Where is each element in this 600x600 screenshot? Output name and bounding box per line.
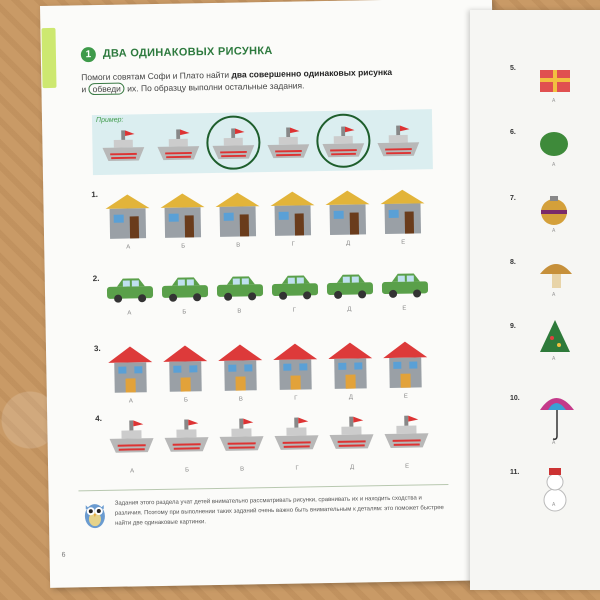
option-letter: Е — [403, 393, 408, 400]
row-number: 2. — [92, 274, 100, 284]
instruction-circled-word: обведи — [88, 83, 124, 96]
mushroom-icon — [540, 264, 572, 288]
left-page — [40, 0, 502, 588]
option-letter: Г — [295, 465, 299, 472]
option-letter: В — [236, 242, 241, 249]
house-icon — [273, 343, 318, 390]
house-icon — [380, 189, 425, 234]
option-letter: А — [128, 398, 133, 405]
option-letter: Б — [183, 397, 188, 404]
car-icon — [327, 274, 373, 299]
row-number: 4. — [95, 413, 102, 424]
item-letter: А — [552, 356, 556, 362]
ship-icon — [219, 418, 264, 451]
item-number: 9. — [510, 323, 516, 330]
leaf-icon — [540, 132, 568, 156]
item-letter: А — [552, 440, 556, 446]
house-icon — [328, 342, 373, 389]
car-icon — [107, 278, 153, 303]
option-letter: Б — [181, 243, 186, 250]
owl-icon — [81, 499, 110, 529]
house-icon — [105, 194, 150, 239]
row-number: 3. — [93, 343, 101, 354]
car-icon — [272, 275, 318, 300]
option-letter: А — [127, 310, 132, 317]
gift-icon — [540, 70, 570, 92]
item-number: 7. — [510, 195, 516, 202]
ship-icon — [274, 417, 319, 450]
exercise-rows — [40, 0, 500, 486]
car-icon — [217, 276, 263, 301]
item-number: 6. — [510, 129, 516, 136]
option-letter: Б — [182, 309, 187, 316]
exercise-instruction: Помоги совятам Софи и Плато найти два совершенно одинаковых рисунка и обведи их. По образцу выполни остальные задания. — [81, 66, 393, 95]
instruction-bold: два совершенно одинаковых рисунка — [231, 66, 393, 80]
option-letter: Е — [405, 463, 410, 470]
house-icon — [270, 191, 315, 236]
house-icon — [215, 192, 260, 237]
house-icon — [163, 345, 208, 392]
option-letter: Б — [185, 467, 190, 474]
option-letter: Г — [292, 307, 297, 314]
house-icon — [325, 190, 370, 235]
house-icon — [160, 193, 205, 238]
right-page-items — [470, 10, 600, 590]
option-letter: Д — [347, 306, 352, 313]
option-letter: Е — [402, 305, 407, 312]
car-icon — [382, 273, 428, 298]
ship-icon — [109, 420, 154, 453]
house-icon — [108, 346, 153, 393]
item-number: 8. — [510, 259, 516, 266]
tree-icon — [540, 320, 570, 352]
option-letter: В — [240, 466, 245, 473]
option-letter: В — [238, 396, 243, 403]
option-letter: Г — [294, 395, 298, 402]
item-letter: А — [552, 162, 556, 168]
ornament-icon — [541, 196, 567, 225]
item-letter: А — [552, 228, 556, 234]
item-number: 11. — [510, 469, 520, 476]
house-icon — [218, 344, 263, 391]
example-label: Пример: — [95, 116, 124, 125]
option-letter: Е — [401, 239, 406, 246]
ship-icon — [384, 415, 429, 448]
option-letter: А — [126, 244, 131, 251]
item-letter: А — [552, 292, 556, 298]
item-letter: А — [552, 502, 556, 508]
ship-icon — [164, 419, 209, 452]
option-letter: Д — [348, 394, 353, 401]
bookmark-tab — [41, 28, 56, 88]
footer-divider — [78, 484, 448, 491]
option-letter: Г — [291, 241, 295, 248]
item-number: 5. — [510, 65, 516, 72]
right-page — [470, 10, 600, 590]
row-number: 1. — [91, 190, 99, 200]
house-icon — [383, 341, 428, 388]
option-letter: А — [130, 468, 135, 475]
car-icon — [162, 277, 208, 302]
item-number: 10. — [510, 395, 520, 402]
item-letter: А — [552, 98, 556, 104]
page-number: 6 — [61, 551, 66, 559]
option-letter: Д — [350, 464, 355, 471]
exercise-title: ДВА ОДИНАКОВЫХ РИСУНКА — [102, 44, 273, 60]
footer-note: Задания этого раздела учат детей внимательно рассматривать рисунки, сравнивать их и находить сходства и различия. Поэтому при выполнении таких заданий очень важно быть внимательным к деталям: это поможет быстрее найти две одинаковые картинки. — [114, 495, 444, 527]
ship-icon — [329, 416, 374, 449]
umbrella-icon — [540, 398, 574, 439]
option-letter: Д — [346, 240, 351, 247]
exercise-number-badge: 1 — [81, 47, 96, 62]
option-letter: В — [237, 308, 242, 315]
